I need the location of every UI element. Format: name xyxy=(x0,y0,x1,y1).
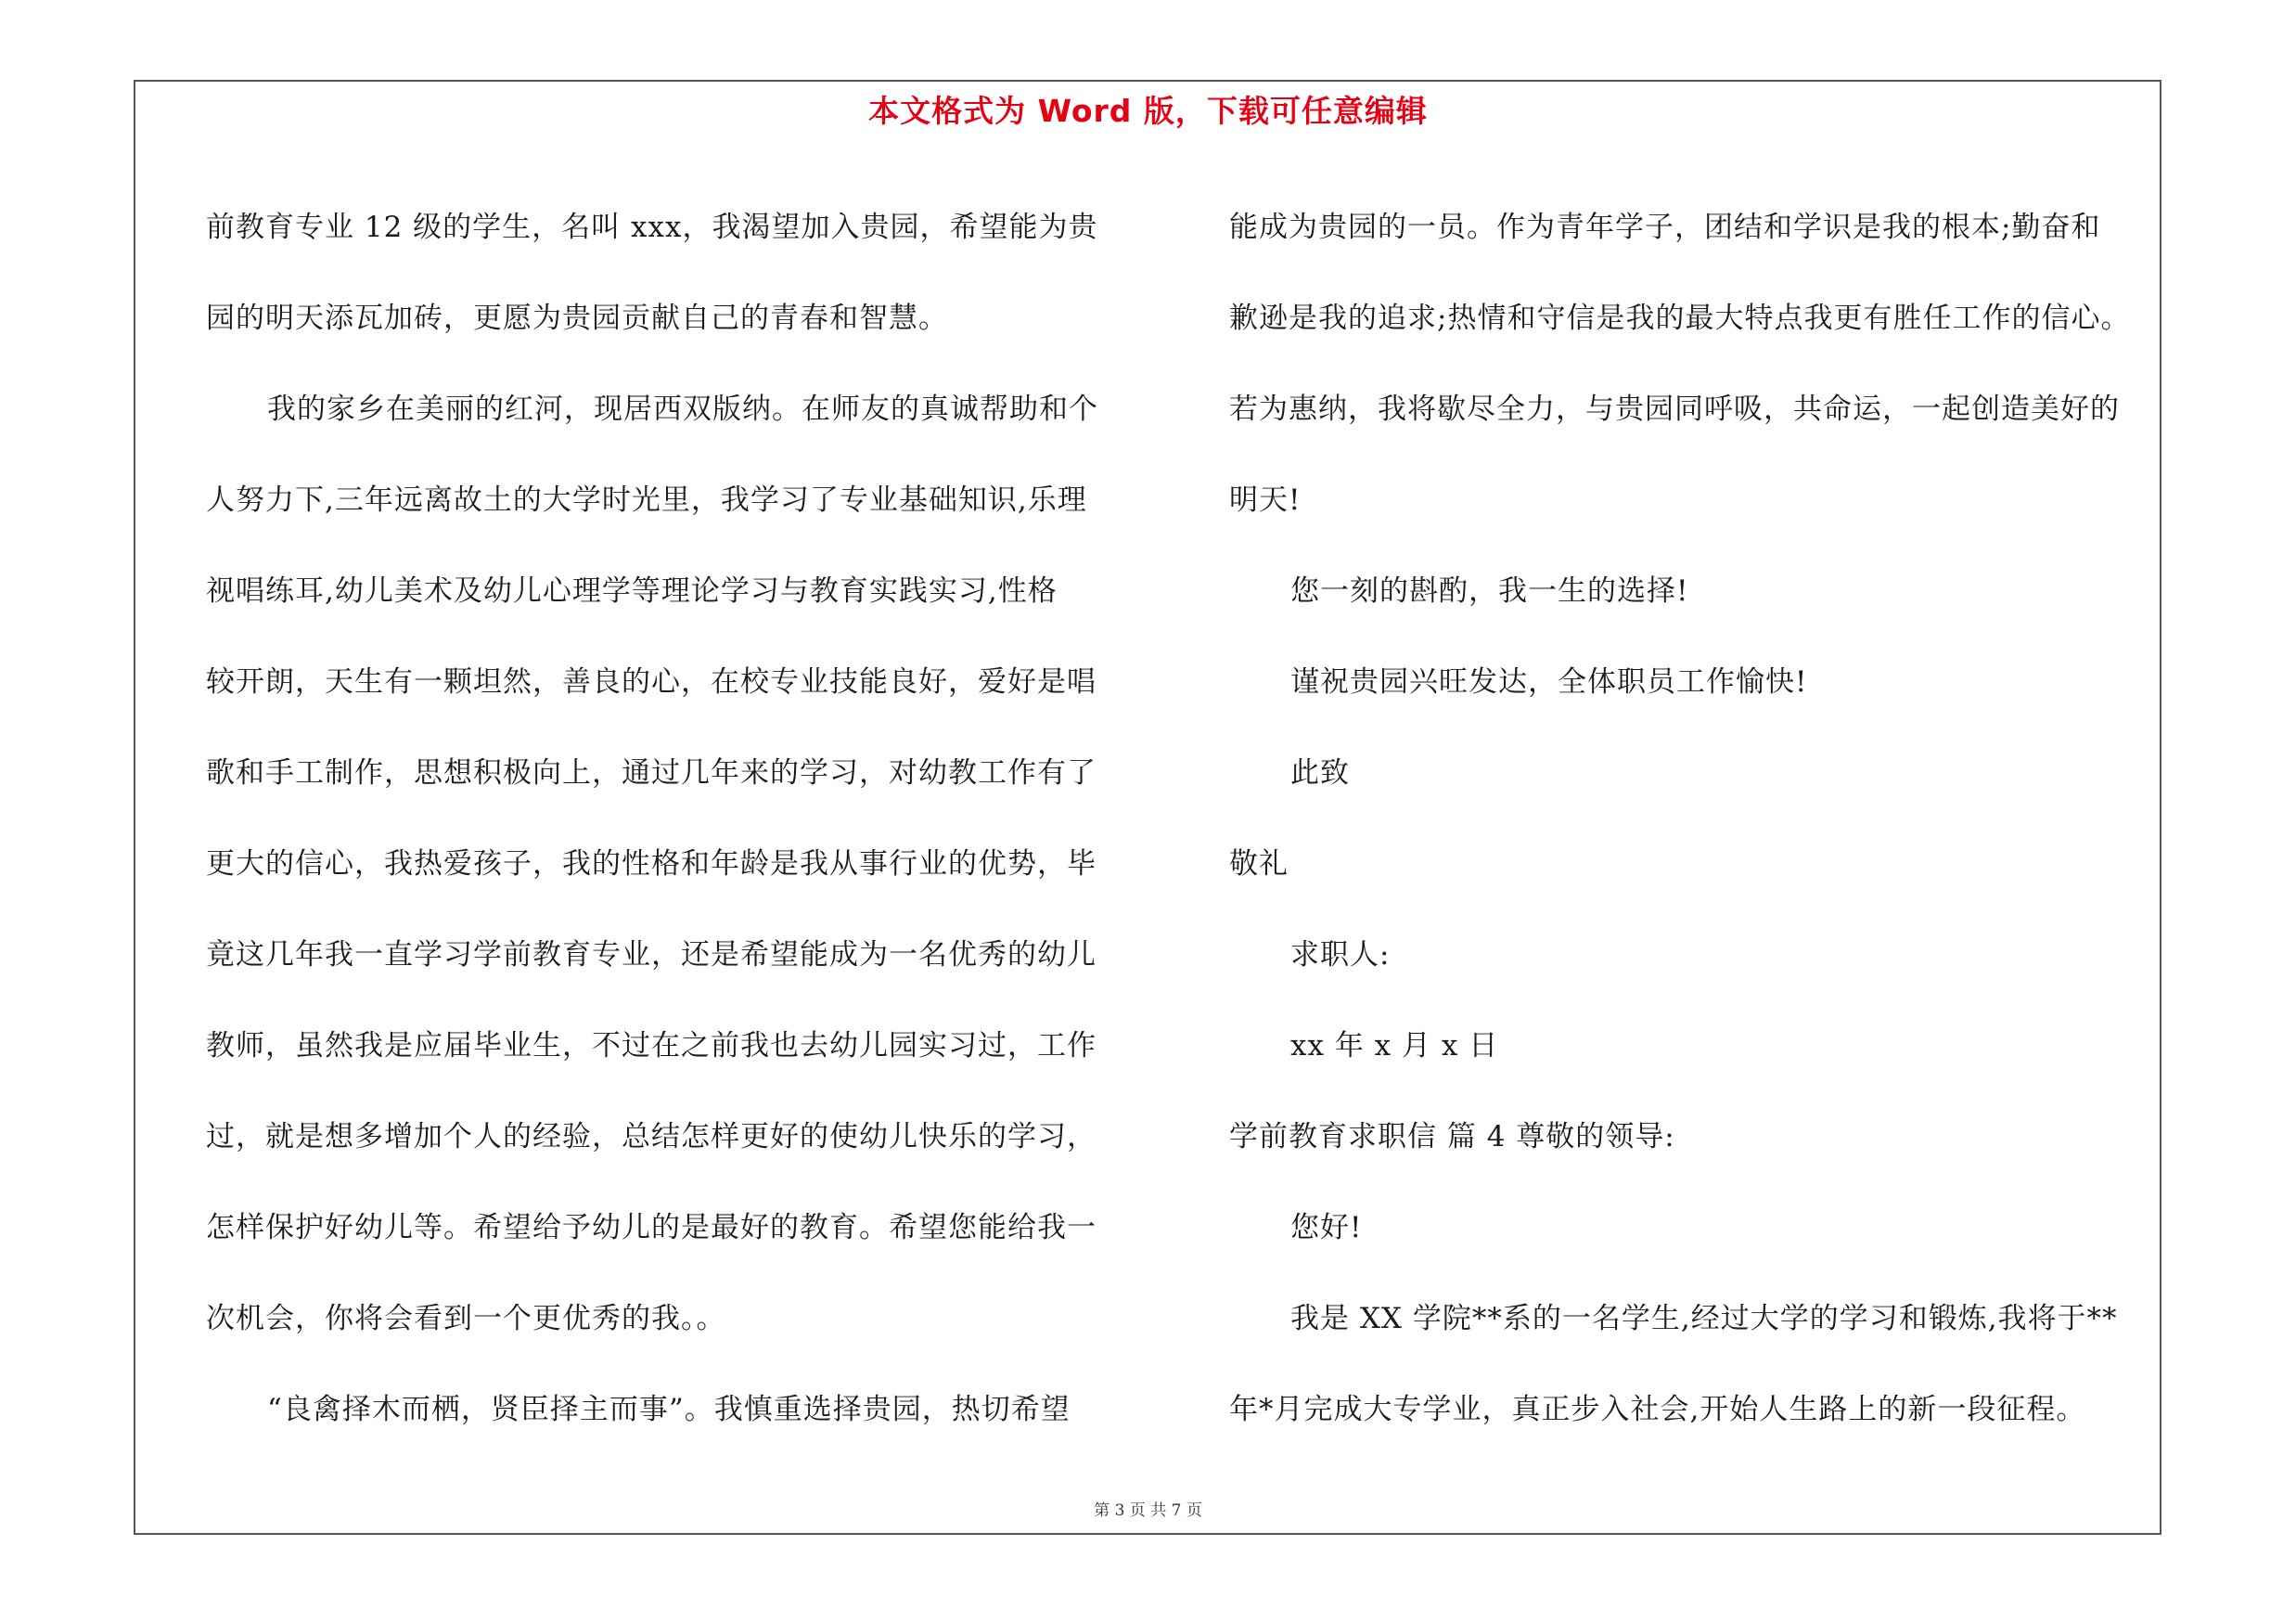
text-line: 我是 XX 学院**系的一名学生,经过大学的学习和锻炼,我将于** xyxy=(1290,1302,2118,1335)
section-heading: 学前教育求职信 篇 4 尊敬的领导: xyxy=(1229,1120,1675,1153)
text-line: 更大的信心，我热爱孩子，我的性格和年龄是我从事行业的优势，毕 xyxy=(206,847,1097,881)
text-line: 前教育专业 12 级的学生，名叫 xxx，我渴望加入贵园，希望能为贵 xyxy=(206,211,1098,244)
text-line: 园的明天添瓦加砖，更愿为贵园贡献自己的青春和智慧。 xyxy=(206,302,948,335)
page-number-footer: 第 3 页 共 7 页 xyxy=(1094,1501,1202,1520)
text-line: 较开朗，天生有一颗坦然，善良的心，在校专业技能良好，爱好是唱 xyxy=(206,665,1097,699)
text-line: 若为惠纳，我将歇尽全力，与贵园同呼吸，共命运，一起创造美好的 xyxy=(1229,393,2120,426)
left-text-column xyxy=(206,182,1143,1455)
letter-date: xx 年 x 月 x 日 xyxy=(1290,1029,1499,1063)
text-line: 歉逊是我的追求;热情和守信是我的最大特点我更有胜任工作的信心。 xyxy=(1229,302,2131,335)
text-line: 年*月完成大专学业，真正步入社会,开始人生路上的新一段征程。 xyxy=(1229,1393,2086,1426)
right-text-column xyxy=(1229,182,2166,1455)
text-line: 人努力下,三年远离故土的大学时光里，我学习了专业基础知识,乐理 xyxy=(206,483,1087,517)
text-line: 能成为贵园的一员。作为青年学子，团结和学识是我的根本;勤奋和 xyxy=(1229,211,2101,244)
text-line: 怎样保护好幼儿等。希望给予幼儿的是最好的教育。希望您能给我一 xyxy=(206,1211,1097,1244)
text-line: 教师，虽然我是应届毕业生，不过在之前我也去幼儿园实习过，工作 xyxy=(206,1029,1097,1063)
signature-label: 求职人: xyxy=(1290,938,1391,972)
text-line: 视唱练耳,幼儿美术及幼儿心理学等理论学习与教育实践实习,性格 xyxy=(206,574,1058,608)
text-line: 次机会，你将会看到一个更优秀的我。。 xyxy=(206,1302,726,1335)
text-line: 明天! xyxy=(1229,483,1302,517)
closing-regards: 敬礼 xyxy=(1229,847,1289,881)
text-line: 我的家乡在美丽的红河，现居西双版纳。在师友的真诚帮助和个 xyxy=(267,393,1098,426)
text-line: 谨祝贵园兴旺发达，全体职员工作愉快! xyxy=(1290,665,1808,699)
text-line: 歌和手工制作，思想积极向上，通过几年来的学习，对幼教工作有了 xyxy=(206,756,1097,790)
closing-salutation: 此致 xyxy=(1290,756,1350,790)
greeting: 您好! xyxy=(1290,1211,1363,1244)
text-line: 竟这几年我一直学习学前教育专业，还是希望能成为一名优秀的幼儿 xyxy=(206,938,1097,972)
text-line: 过，就是想多增加个人的经验，总结怎样更好的使幼儿快乐的学习， xyxy=(206,1120,1097,1153)
text-line: “良禽择木而栖，贤臣择主而事”。我慎重选择贵园，热切希望 xyxy=(267,1393,1071,1426)
text-line: 您一刻的斟酌，我一生的选择! xyxy=(1290,574,1689,608)
format-notice-banner: 本文格式为 Word 版，下载可任意编辑 xyxy=(868,93,1428,129)
